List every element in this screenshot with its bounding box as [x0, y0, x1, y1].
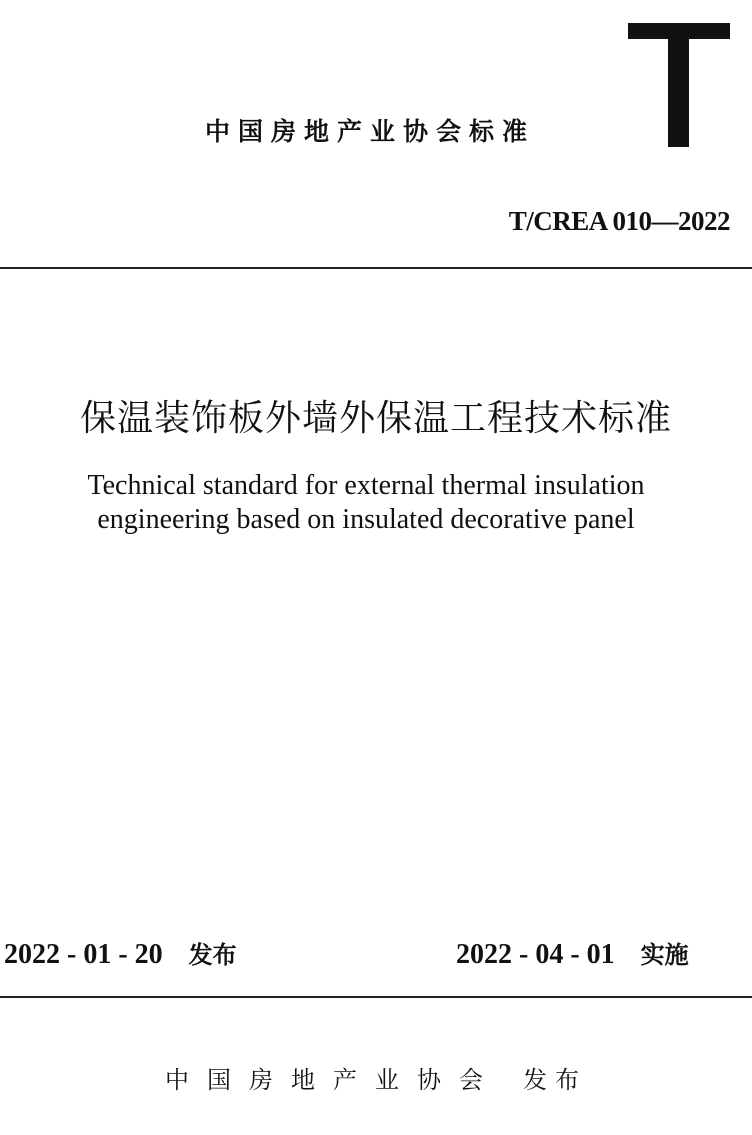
issue-date-block	[4, 935, 237, 971]
org-standard-heading: 中国房地产业协会标准	[204, 117, 535, 146]
implement-date-block	[456, 935, 689, 971]
implement-label: 实施	[640, 941, 689, 969]
title-chinese: 保温装饰板外墙外保温工程技术标准	[79, 398, 672, 439]
publisher-line	[0, 1060, 752, 1095]
top-divider	[0, 267, 752, 269]
title-english-line1: Technical standard for external thermal insulation	[87, 470, 645, 501]
bottom-divider	[0, 996, 752, 998]
publish-action: 发布	[523, 1066, 587, 1094]
implement-date: 2022 - 04 - 01	[456, 939, 615, 970]
title-english-line2: engineering based on insulated decorative panel	[97, 504, 635, 535]
issue-label: 发布	[188, 941, 237, 969]
publisher-name: 中国房地产业协会	[165, 1066, 501, 1094]
logo-t-stem	[668, 23, 689, 147]
issue-date: 2022 - 01 - 20	[4, 939, 163, 970]
standard-code: T/CREA 010—2022	[508, 206, 730, 236]
